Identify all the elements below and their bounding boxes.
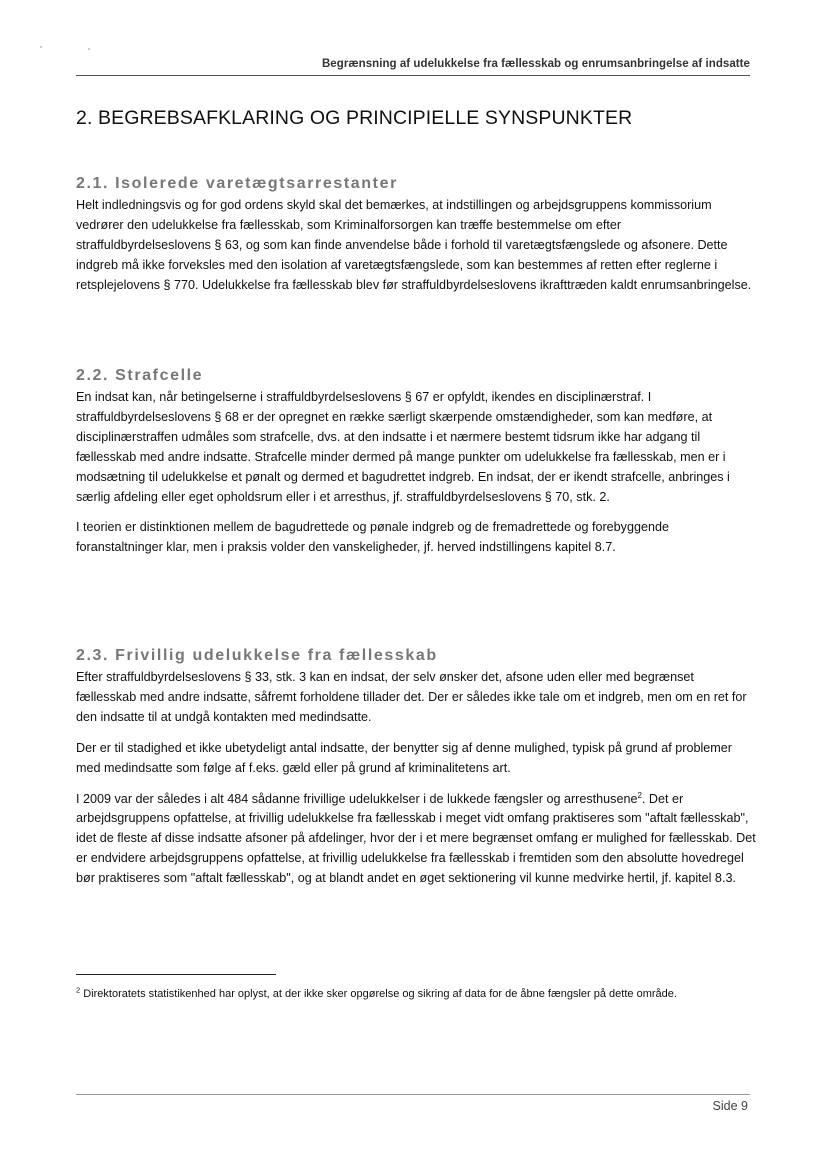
- footnote-number: 2: [76, 985, 81, 995]
- section-heading: 2.2. Strafcelle: [76, 367, 204, 384]
- footer-divider: [76, 1094, 750, 1095]
- scan-dot: [40, 46, 42, 48]
- paragraph: En indsat kan, når betingelserne i straffuldbyrdelseslovens § 67 er opfyldt, ikendes en disciplinærstraf. I straffuldbyrdelseslovens § 68 er der opregnet en række særligt skærpende omstændigheder, som kan medføre, at disciplinærstraffen udmåles som strafcelle, dvs. at den indsatte i et nærmere bestemt tidsrum ikke har adgang til fællesskab med andre indsatte. Strafcelle minder dermed på mange punkter om udelukkelse fra fællesskab, men er i modsætning til udelukkelse et pønalt og dermed et bagudrettet indgreb. En indsat, der er ikendt strafcelle, anbringes i særlig afdeling eller eget opholdsrum eller i et arresthus, jf. straffuldbyrdelseslovens § 70, stk. 2.: [76, 390, 730, 504]
- paragraph: I teorien er distinktionen mellem de bagudrettede og pønale indgreb og de fremadrettede og forebyggende foranstaltninger klar, men i praksis volder den vanskeligheder, jf. herved indstillingens kapitel 8.7.: [76, 520, 670, 555]
- paragraph-with-footnote: [76, 790, 756, 890]
- header-divider: [76, 75, 750, 76]
- paragraph: Helt indledningsvis og for god ordens skyld skal det bemærkes, at indstillingen og arbejdsgruppens kommissorium vedrører den udelukkelse fra fællesskab, som Kriminalforsorgen kan træffe bestemmelse om efter straffuldbyrdelseslovens § 63, og som kan finde anvendelse både i forhold til varetægtsfængslede og afsonere. Dette indgreb må ikke forveksles med den isolation af varetægtsfængslede, som kan bestemmes af retten efter reglerne i retsplejelovens § 770. Udelukkelse fra fællesskab blev før straffuldbyrdelseslovens ikrafttræden kaldt enrumsanbringelse.: [76, 198, 752, 292]
- section-heading: 2.3. Frivillig udelukkelse fra fællesskab: [76, 647, 438, 664]
- paragraph-text: . Det er arbejdsgruppens opfattelse, at frivillig udelukkelse fra fællesskab i meget vidt omfang praktiseres som "aftalt fællesskab", idet de fleste af disse indsatte afsoner på afdelinger, hvor der i et mere begrænset omfang er mulighed for fællesskab. Det er endvidere arbejdsgruppens opfattelse, at frivillig udelukkelse fra fællesskab i fremtiden som den absolutte hovedregel bør praktiseres som "aftalt fællesskab", og at blandt andet en øget sektionering vil kunne medvirke hertil, jf. kapitel 8.3.: [76, 791, 756, 886]
- footnote: [76, 986, 750, 1003]
- scan-dot: [88, 48, 90, 50]
- section-strafcelle: [76, 367, 756, 569]
- page-number: Side 9: [712, 1099, 748, 1113]
- section-isolerede-varetaegtsarrestanter: [76, 175, 756, 307]
- running-header: Begrænsning af udelukkelse fra fællesskab og enrumsanbringelse af indsatte: [321, 58, 750, 70]
- paragraph: Der er til stadighed et ikke ubetydeligt antal indsatte, der benytter sig af denne mulighed, typisk på grund af problemer med medindsatte som følge af f.eks. gæld eller på grund af kriminalitetens art.: [76, 740, 732, 775]
- page-title: 2. BEGREBSAFKLARING OG PRINCIPIELLE SYNSPUNKTER: [76, 107, 633, 129]
- paragraph: Efter straffuldbyrdelseslovens § 33, stk. 3 kan en indsat, der selv ønsker det, afsone uden eller med begrænset fællesskab med andre indsatte, såfremt forholdene tillader det. Der er således ikke tale om et indgreb, men om en ret for den indsatte til at undgå kontakten med medindsatte.: [76, 670, 747, 724]
- footnote-divider: [76, 974, 276, 975]
- section-heading: 2.1. Isolerede varetægtsarrestanter: [76, 175, 398, 192]
- paragraph-text: I 2009 var der således i alt 484 sådanne frivillige udelukkelser i de lukkede fængsler og arresthusene: [76, 791, 638, 806]
- footnote-reference[interactable]: 2: [637, 790, 642, 800]
- section-frivillig-udelukkelse: [76, 647, 756, 900]
- footnote-text: Direktoratets statistikenhed har oplyst, at der ikke sker opgørelse og sikring af data for de åbne fængsler på dette område.: [80, 988, 677, 1000]
